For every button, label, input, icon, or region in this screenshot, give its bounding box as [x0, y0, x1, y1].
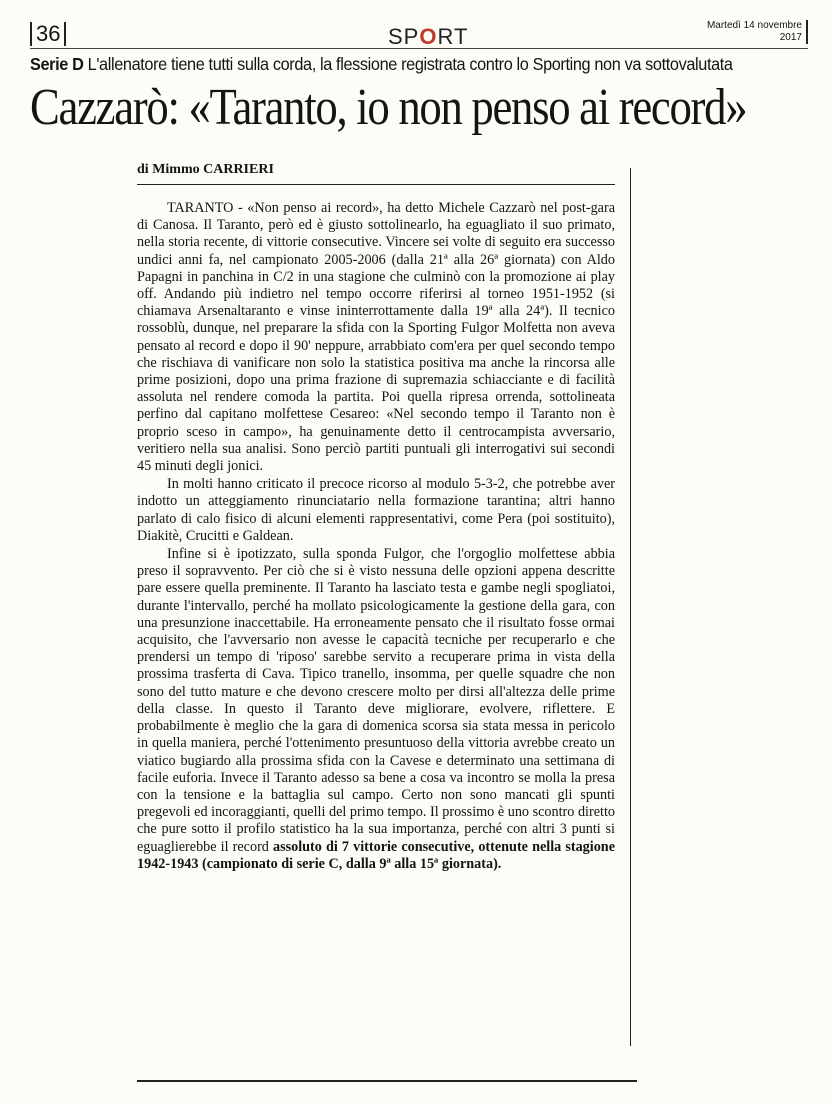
article-byline	[137, 162, 274, 178]
masthead-ball-letter: O	[419, 24, 438, 49]
article-paragraph-3-text: Infine si è ipotizzato, sulla sponda Fulgor, che l'orgoglio molfettese abbia preso il sopravvento. Per ciò che si è visto nessuna delle opzioni appena descritte pare essere quella preminente. Il Taranto ha lasciato testa e gambe negli spogliatoi, durante l'intervallo, perché ha mollato psicologicamente la gestione della gara, con una presunzione inaccettabile. Ha erroneamente pensato che il risultato fosse ormai acquisito, che l'avversario non avesse le capacità tecniche per recuperarlo e che prendersi un tempo di 'riposo' sarebbe servito a recuperare prima in vista della prossima trasferta di Cava. Tipico tranello, insomma, per quelle squadre che non sono del tutto mature e che devono crescere molto per dirsi all'altezza delle prime della classe. In questo il Taranto deve migliorare, evolvere, riflettere. E probabilmente è meglio che la gara di domenica scorsa sia stata messa in pericolo in quella maniera, perché l'ottenimento presuntuoso della vittoria avrebbe creato un viatico bugiardo alla prossima sfida con la Cavese e determinato una settimana di facile euforia. Invece il Taranto adesso sa bene a cosa va incontro se molla la presa con la tensione e la battaglia sul campo. Certo non sono mancati gli spunti pregevoli ed incoraggianti, quelli del primo tempo. Il prossimo è uno scontro diretto che pure sotto il profilo statistico ha la sua importanza, perché con altri 3 punti si eguaglierebbe il record	[137, 546, 615, 855]
footer-rule	[137, 1080, 637, 1082]
byline-author: Mimmo CARRIERI	[152, 162, 274, 177]
header-rule	[30, 48, 808, 49]
masthead-text-start: SP	[388, 24, 420, 49]
page-number: 36	[30, 22, 66, 46]
byline-prefix: di	[137, 162, 149, 177]
article-paragraph-2: In molti hanno criticato il precoce ricorso al modulo 5-3-2, che potrebbe aver indotto un atteggiamento rinunciatario nella formazione tarantina; altri hanno parlato di calo fisico di alcuni elementi rappresentativi, come Pera (poi sostituito), Diakitè, Crucitti e Galdean.	[137, 476, 615, 544]
byline-rule	[137, 184, 615, 185]
masthead-text-end: RT	[437, 24, 469, 49]
issue-date-day: Martedì 14 novembre	[706, 20, 802, 31]
article-paragraph-1: TARANTO - «Non penso ai record», ha detto Michele Cazzarò nel post-gara di Canosa. Il Taranto, però ed è giusto sottolinearlo, ha eguagliato il suo primato, nella storia recente, di vittorie consecutive. Vincere sei volte di seguito era successo undici anni fa, nel campionato 2005-2006 (dalla 21ª alla 26ª giornata) con Aldo Papagni in panchina in C/2 in una stagione che culminò con la promozione ai play off. Andando più indietro nel tempo occorre riferirsi al torneo 1951-1952 (si chiamava Arsenaltaranto e vinse ininterrottamente dalla 19ª alla 24ª). Il tecnico rossoblù, dunque, nel preparare la sfida con la Sporting Fulgor Molfetta non aveva pensato al record e dopo il 90' neppure, arrabbiato com'era per quel secondo tempo che rischiava di vanificare non solo la statistica positiva ma anche la rincorsa alle prime posizioni, dopo una prima frazione di supremazia schiacciante e di facilità assoluta nel rendere comoda la partita. Poi quella ripresa orrenda, sottolineata perfino dal capitano molfettese Cesareo: «Nel secondo tempo il Taranto non è proprio sceso in campo», ha genuinamente detto il centrocampista avversario, veritiero nella sua analisi. Sono perciò partiti puntuali gli interrogativi sui secondi 45 minuti degli jonici.	[137, 200, 615, 475]
kicker-text: L'allenatore tiene tutti sulla corda, la flessione registrata contro lo Sporting non va sottovalutata	[87, 54, 733, 74]
issue-date-year: 2017	[779, 32, 802, 43]
masthead-logo	[388, 24, 468, 50]
article-headline: Cazzarò: «Taranto, io non penso ai record»	[30, 79, 747, 136]
article-closing-bold: assoluto di 7 vittorie consecutive, ottenute nella stagione 1942-1943 (campionato di serie C, dalla 9ª alla 15ª giornata).	[137, 838, 615, 872]
column-rule	[630, 168, 631, 1046]
article-body	[137, 200, 615, 873]
kicker-section: Serie D	[30, 54, 84, 74]
issue-date	[672, 20, 808, 44]
article-kicker	[30, 54, 765, 75]
article-paragraph-3	[137, 546, 615, 873]
